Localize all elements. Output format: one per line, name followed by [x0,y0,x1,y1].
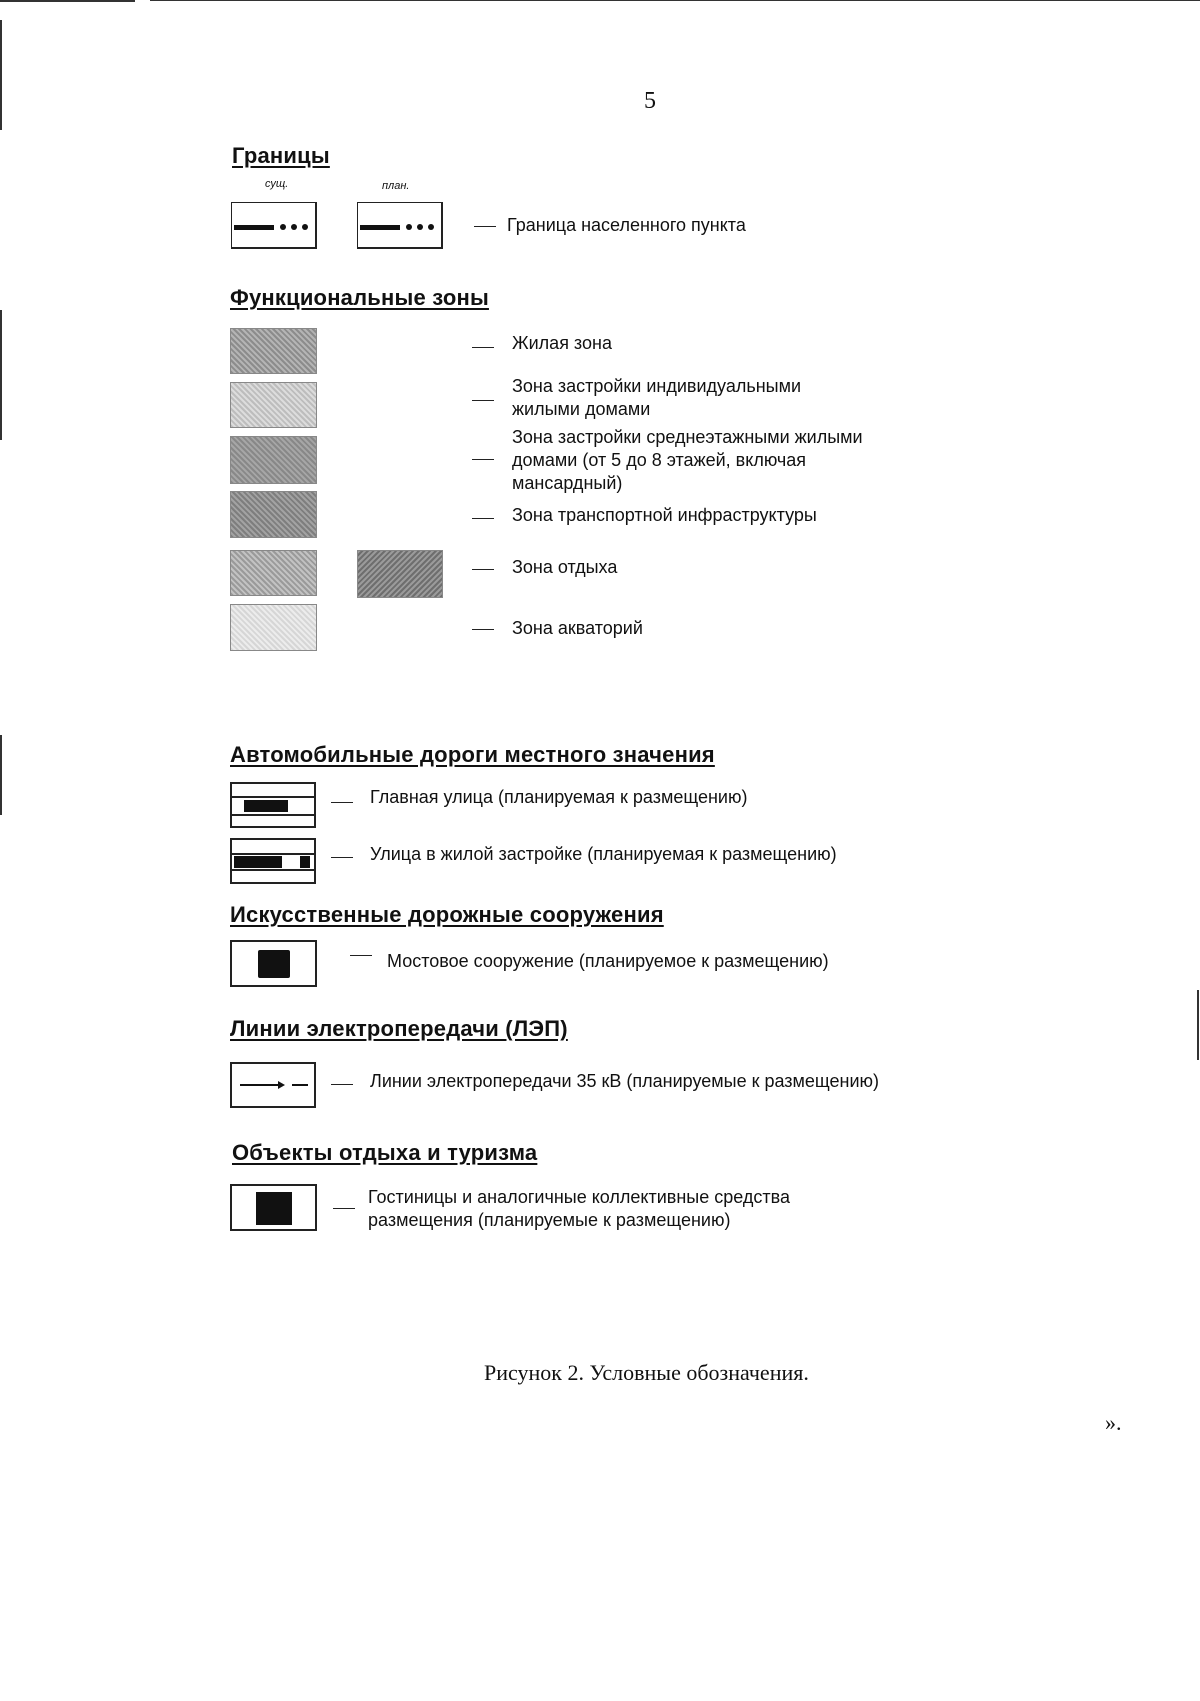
individual-housing-zone-swatch [230,382,317,428]
dash [474,226,496,227]
dash [472,518,494,519]
residential-street-label: Улица в жилой застройке (планируемая к размещению) [370,844,837,864]
residential-zone-swatch [230,328,317,374]
dash [331,857,353,858]
dash [472,629,494,630]
dash [472,347,494,348]
borders-title: Границы [232,143,330,168]
dash [333,1208,355,1209]
residential-zone-label: Жилая зона [512,333,612,353]
residential-street-symbol [230,838,316,884]
dash [331,1084,353,1085]
power-line-label: Линии электропередачи 35 кВ (планируемые к размещению) [370,1071,880,1091]
closing-quote: ». [1105,1410,1122,1435]
main-street-label: Главная улица (планируемая к размещению) [370,787,748,807]
col-planned-label: план. [382,180,410,192]
scan-edge-top-right [150,0,1200,1]
dash [472,400,494,401]
transport-zone-label: Зона транспортной инфраструктуры [512,505,817,525]
settlement-boundary-label: Граница населенного пункта [507,215,746,235]
scan-edge-left-2 [0,310,2,440]
main-street-symbol [230,782,316,828]
power-title: Линии электропередачи (ЛЭП) [230,1016,568,1041]
boundary-symbol-planned [357,202,443,249]
hotel-symbol [230,1184,317,1231]
water-zone-swatch [230,604,317,651]
scan-edge-right [1197,990,1199,1060]
boundary-symbol-existing [231,202,317,249]
page-number: 5 [644,88,656,114]
dash [331,802,353,803]
scan-edge-top [0,0,135,2]
zones-title: Функциональные зоны [230,285,489,310]
mid-rise-zone-label: Зона застройки среднеэтажными жилыми домами (от 5 до 8 этажей, включая мансардный) [512,427,863,493]
dash [350,955,372,956]
tourism-title: Объекты отдыха и туризма [232,1140,538,1165]
individual-housing-zone-label: Зона застройки индивидуальными жилыми домами [512,376,802,419]
recreation-zone-swatch [230,550,317,596]
structures-title: Искусственные дорожные сооружения [230,902,664,927]
figure-caption: Рисунок 2. Условные обозначения. [484,1360,809,1385]
mid-rise-zone-swatch [230,436,317,484]
col-existing-label: сущ. [265,178,289,190]
scan-edge-left-3 [0,735,2,815]
dash [472,569,494,570]
transport-zone-swatch [230,491,317,538]
recreation-zone-label: Зона отдыха [512,557,618,577]
water-zone-label: Зона акваторий [512,618,643,638]
power-line-symbol [230,1062,316,1108]
bridge-symbol [230,940,317,987]
recreation-zone-swatch-alt [357,550,443,598]
roads-title: Автомобильные дороги местного значения [230,742,715,767]
bridge-label: Мостовое сооружение (планируемое к размещению) [387,951,829,971]
hotel-label: Гостиницы и аналогичные коллективные средства размещения (планируемые к размещению) [368,1187,790,1230]
dash [472,459,494,460]
